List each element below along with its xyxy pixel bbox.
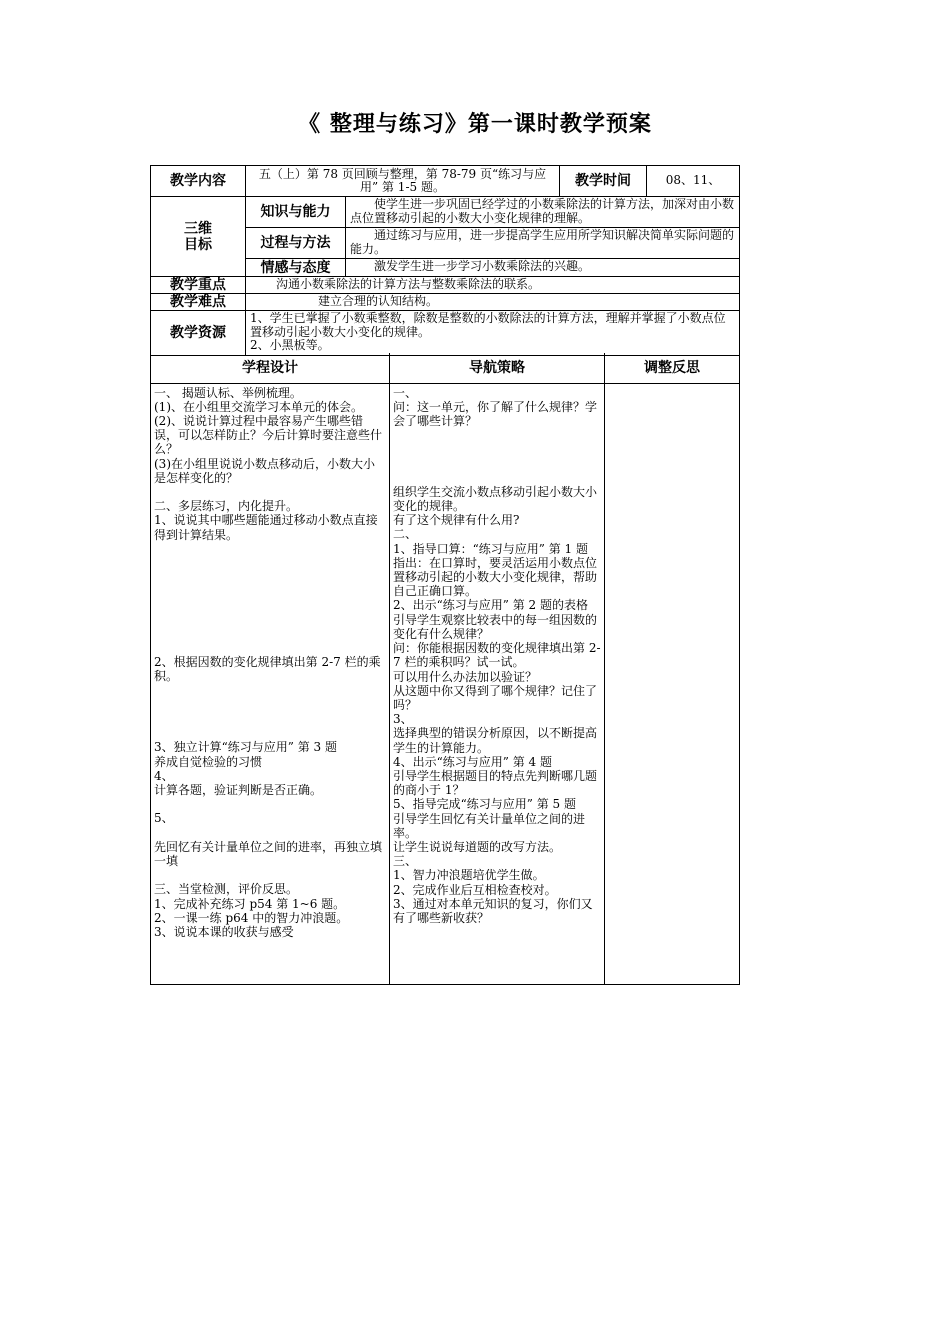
difficulty-label: 教学难点 (151, 294, 246, 311)
design-line: 2、根据因数的变化规律填出第 2-7 栏的乘积。 (154, 655, 381, 684)
design-line (154, 598, 386, 612)
resource-label: 教学资源 (151, 311, 246, 356)
content-text: 五（上）第 78 页回顾与整理，第 78-79 页“练习与应用” 第 1-5 题。 (246, 166, 560, 197)
design-line: 1、说说其中哪些题能通过移动小数点直接得到计算结果。 (154, 513, 378, 542)
column-header-row (151, 353, 740, 383)
strategy-line: 一、 (393, 385, 418, 400)
design-line: (2)、说说计算过程中最容易产生哪些错误，可以怎样防止？今后计算时要注意些什么？ (154, 413, 383, 457)
strategy-line: 有了这个规律有什么用? (393, 513, 520, 528)
design-line (154, 485, 386, 499)
strategy-line: 引导学生根据题目的特点先判断哪几题的商小于 1？ (393, 768, 598, 798)
reflection-column (605, 383, 740, 984)
lesson-info-table (150, 165, 740, 356)
strategy-line: 1、智力冲浪题培优学生做。 (393, 868, 545, 883)
strategy-line: 从这题中你又得到了哪个规律？记住了吗？ (393, 683, 598, 712)
design-line (154, 712, 386, 726)
strategy-line: 指出：在口算时，要灵活运用小数点位置移动引起的小数大小变化规律，帮助自己正确口算。 (393, 555, 598, 599)
strategy-line: 二、 (393, 527, 418, 542)
design-line: 2、一课一练 p64 中的智力冲浪题。 (154, 910, 349, 925)
design-line (154, 570, 386, 584)
strategy-line: 5、指导完成“练习与应用” 第 5 题 (393, 797, 576, 812)
design-line (154, 613, 386, 627)
design-line (154, 627, 386, 641)
strategy-line (393, 428, 601, 442)
design-line: (1)、在小组里交流学习本单元的体会。 (154, 399, 363, 414)
design-column (151, 383, 390, 984)
strategy-line: 选择典型的错误分析原因，以不断提高学生的计算能力。 (393, 726, 598, 755)
strategy-line: 2、出示“练习与应用” 第 2 题的表格 (393, 598, 588, 613)
time-value: 08、11、 (647, 166, 740, 197)
resource-text (246, 311, 740, 356)
design-line: 养成自觉检验的习惯 (154, 754, 263, 769)
content-label: 教学内容 (151, 166, 246, 197)
strategy-line: 问：这一单元，你了解了什么规律？学会了哪些计算？ (393, 399, 598, 428)
resource-line-2: 2、小黑板等。 (250, 338, 330, 352)
design-line (154, 726, 386, 740)
design-line: 4、 (154, 768, 174, 783)
design-line (154, 698, 386, 712)
design-line: 1、完成补充练习 p54 第 1~6 题。 (154, 896, 346, 911)
design-line: 5、 (154, 811, 174, 826)
design-line (154, 542, 386, 556)
key-label: 教学重点 (151, 277, 246, 294)
strategy-line: 组织学生交流小数点移动引起小数大小变化的规律。 (393, 484, 598, 514)
goal-text-attitude: 激发学生进一步学习小数乘除法的兴趣。 (346, 259, 740, 277)
strategy-column (390, 383, 605, 984)
design-line: 3、说说本课的收获与感受 (154, 924, 294, 939)
strategy-line: 可以用什么办法加以验证？ (393, 669, 538, 684)
goal-text-process: 通过练习与应用，进一步提高学生应用所学知识解决简单实际问题的能力。 (346, 228, 740, 259)
design-line: 三、当堂检测，评价反思。 (154, 882, 299, 897)
design-header: 学程设计 (151, 353, 390, 383)
content-row (151, 166, 740, 197)
design-line (154, 641, 386, 655)
design-line (154, 684, 386, 698)
key-text: 沟通小数乘除法的计算方法与整数乘除法的联系。 (246, 277, 740, 294)
goals-label: 三维 目标 (151, 197, 246, 277)
strategy-line (393, 442, 601, 456)
strategy-line: 三、 (393, 854, 418, 869)
design-line (154, 826, 386, 840)
resource-line-1: 1、学生已掌握了小数乘整数，除数是整数的小数除法的计算方法，理解并掌握了小数点位置移动引起小数大小变化的规律。 (250, 311, 726, 339)
reflection-header: 调整反思 (605, 353, 740, 383)
plan-body-row (151, 383, 740, 984)
strategy-line: 引导学生回忆有关计量单位之间的进率。 (393, 811, 586, 840)
strategy-line: 问：你能根据因数的变化规律填出第 2-7 栏的乘积吗？试一试。 (393, 641, 601, 670)
design-line (154, 868, 386, 882)
design-line: 先回忆有关计量单位之间的进率，再独立填一填 (154, 839, 383, 868)
goal-row-knowledge (151, 197, 740, 228)
lesson-plan-table (150, 353, 740, 985)
strategy-line: 4、出示“练习与应用” 第 4 题 (393, 754, 552, 769)
design-line (154, 584, 386, 598)
goal-text-knowledge: 使学生进一步巩固已经学过的小数乘除法的计算方法，加深对由小数点位置移动引起的小数大小变化规律的理解。 (346, 197, 740, 228)
strategy-line: 引导学生观察比较表中的每一组因数的变化有什么规律？ (393, 612, 598, 641)
strategy-line: 3、通过对本单元知识的复习，你们又有了哪些新收获？ (393, 896, 593, 925)
strategy-line: 2、完成作业后互相检查校对。 (393, 882, 557, 897)
strategy-line (393, 471, 601, 485)
design-line: 一、 揭题认标、举例梳理。 (154, 385, 302, 400)
time-label: 教学时间 (560, 166, 647, 197)
strategy-line: 让学生说说每道题的改写方法。 (393, 839, 562, 854)
difficulty-row (151, 294, 740, 311)
design-line: (3)在小组里说说小数点移动后，小数大小是怎样变化的？ (154, 456, 375, 485)
strategy-line: 3、 (393, 712, 413, 727)
design-line: 二、多层练习，内化提升。 (154, 499, 299, 514)
goal-label-knowledge: 知识与能力 (246, 197, 346, 228)
design-line: 3、独立计算“练习与应用” 第 3 题 (154, 740, 337, 755)
strategy-header: 导航策略 (390, 353, 605, 383)
resource-row (151, 311, 740, 356)
design-line (154, 797, 386, 811)
goal-label-process: 过程与方法 (246, 228, 346, 259)
design-line (154, 556, 386, 570)
key-row (151, 277, 740, 294)
strategy-line (393, 456, 601, 470)
strategy-line: 1、指导口算：“练习与应用” 第 1 题 (393, 541, 588, 556)
design-line: 计算各题，验证判断是否正确。 (154, 782, 323, 797)
goal-label-attitude: 情感与态度 (246, 259, 346, 277)
difficulty-text: 建立合理的认知结构。 (246, 294, 740, 311)
page-title: 《 整理与练习》第一课时教学预案 (298, 112, 652, 137)
